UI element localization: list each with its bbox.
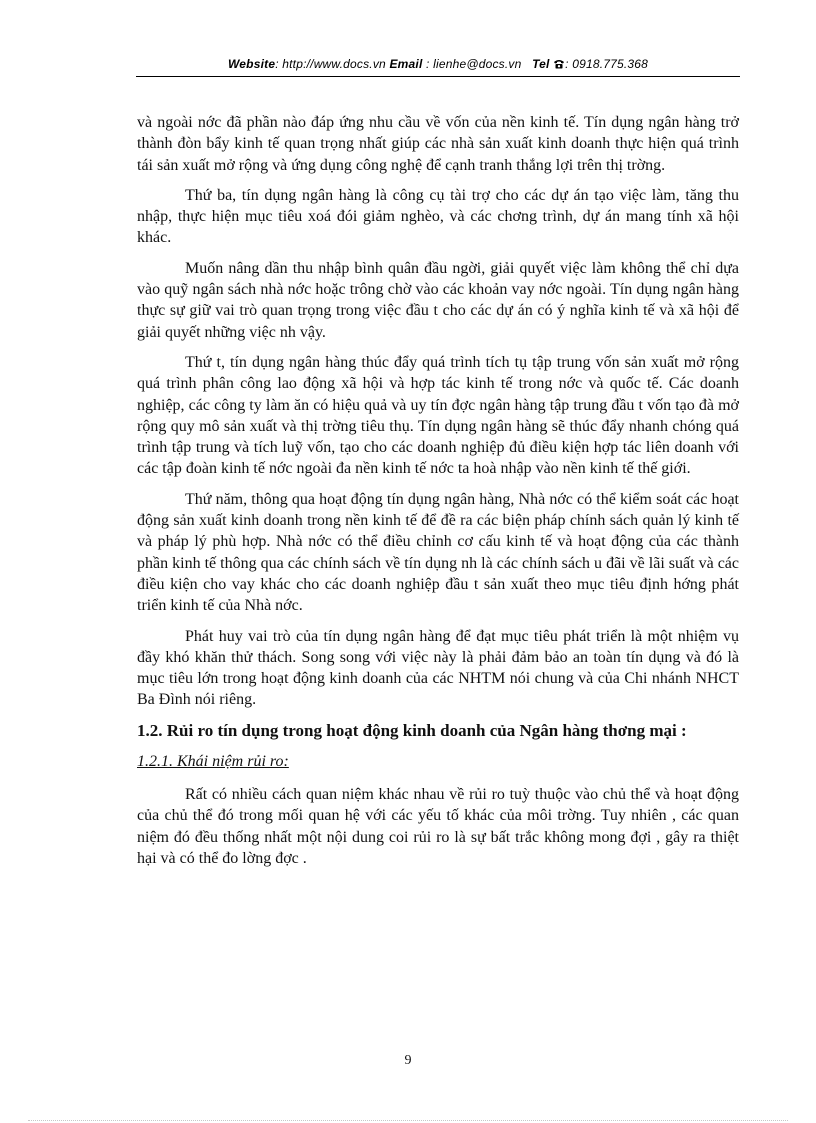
page-bottom-border <box>28 1120 788 1121</box>
document-body <box>137 112 739 878</box>
tel-value: : 0918.775.368 <box>565 57 648 71</box>
paragraph: Thứ t, tín dụng ngân hàng thúc đẩy quá trình tích tụ tập trung vốn sản xuất mở rộng quá trình phân công lao động xã hội và hợp tác kinh tế trong nớc và quốc tế. Các doanh nghiệp, các công ty làm ăn có hiệu quả và uy tín đợc ngân hàng tập trung đầu t vốn tạo đà mở rộng quy mô sản xuất và thị trờng tiêu thụ. Tín dụng ngân hàng sẽ thúc đẩy nhanh chóng quá trình tập trung và tích luỹ vốn, tạo cho các doanh nghiệp đủ điều kiện hợp tác liên doanh với các tập đoàn kinh tế nớc ngoài đa nền kinh tế nớc ta hoà nhập vào nền kinh tế thế giới. <box>137 353 739 478</box>
paragraph: Thứ ba, tín dụng ngân hàng là công cụ tài trợ cho các dự án tạo việc làm, tăng thu nhập, thực hiện mục tiêu xoá đói giảm nghèo, và các chơng trình, dự án mang tính xã hội khác. <box>137 186 739 247</box>
page-number: 9 <box>404 1053 412 1068</box>
paragraph: Thứ năm, thông qua hoạt động tín dụng ngân hàng, Nhà nớc có thể kiểm soát các hoạt động sản xuất kinh doanh trong nền kinh tế để đề ra các biện pháp chính sách quản lý kinh tế và pháp lý phù hợp. Nhà nớc có thể điều chỉnh cơ cấu kinh tế và hoạt động của các thành phần kinh tế thông qua các chính sách về tín dụng nh là các chính sách u đãi về lãi suất và các điều kiện cho vay khác cho các doanh nghiệp đầu t sản xuất theo mục tiêu định hớng phát triển kinh tế của Nhà nớc. <box>137 490 739 615</box>
tel-label: Tel <box>532 57 550 71</box>
website-value: : http://www.docs.vn <box>275 57 386 71</box>
website-label: Website <box>228 57 276 71</box>
header-rule <box>136 76 740 77</box>
page-header <box>136 57 740 71</box>
email-value: : lienhe@docs.vn <box>426 57 522 71</box>
paragraph: và ngoài nớc đã phần nào đáp ứng nhu cầu về vốn của nền kinh tế. Tín dụng ngân hàng trở thành đòn bẩy kinh tế quan trọng nhất giúp các nhà sản xuất kinh doanh thực hiện quá trình tái sản xuất mở rộng và ứng dụng công nghệ để cạnh tranh thắng lợi trên thị trờng. <box>137 114 739 174</box>
telephone-icon <box>553 57 565 71</box>
section-heading: 1.2. Rủi ro tín dụng trong hoạt động kinh doanh của Ngân hàng thơng mại : <box>137 720 687 740</box>
paragraph: Rất có nhiều cách quan niệm khác nhau về rủi ro tuỳ thuộc vào chủ thể và hoạt động của chủ thể đó trong mối quan hệ với các yếu tố khác của môi trờng. Tuy nhiên , các quan niệm đó đều thống nhất một nội dung coi rủi ro là sự bất trắc không mong đợi , gây ra thiệt hại và có thể đo lờng đợc . <box>137 786 739 867</box>
subsection-heading: 1.2.1. Khái niệm rủi ro: <box>137 752 289 770</box>
email-label: Email <box>389 57 423 71</box>
paragraph: Phát huy vai trò của tín dụng ngân hàng để đạt mục tiêu phát triển là một nhiệm vụ đầy khó khăn thử thách. Song song với việc này là phải đảm bảo an toàn tín dụng và đó là mục tiêu lớn trong hoạt động kinh doanh của các NHTM nói chung và của Chi nhánh NHCT Ba Đình nói riêng. <box>137 627 739 709</box>
paragraph: Muốn nâng dần thu nhập bình quân đầu ngời, giải quyết việc làm không thể chỉ dựa vào quỹ ngân sách nhà nớc hoặc trông chờ vào các khoản vay nớc ngoài. Tín dụng ngân hàng thực sự giữ vai trò quan trọng trong việc đầu t cho các dự án có ý nghĩa kinh tế và xã hội để giải quyết những việc nh vậy. <box>137 259 739 341</box>
